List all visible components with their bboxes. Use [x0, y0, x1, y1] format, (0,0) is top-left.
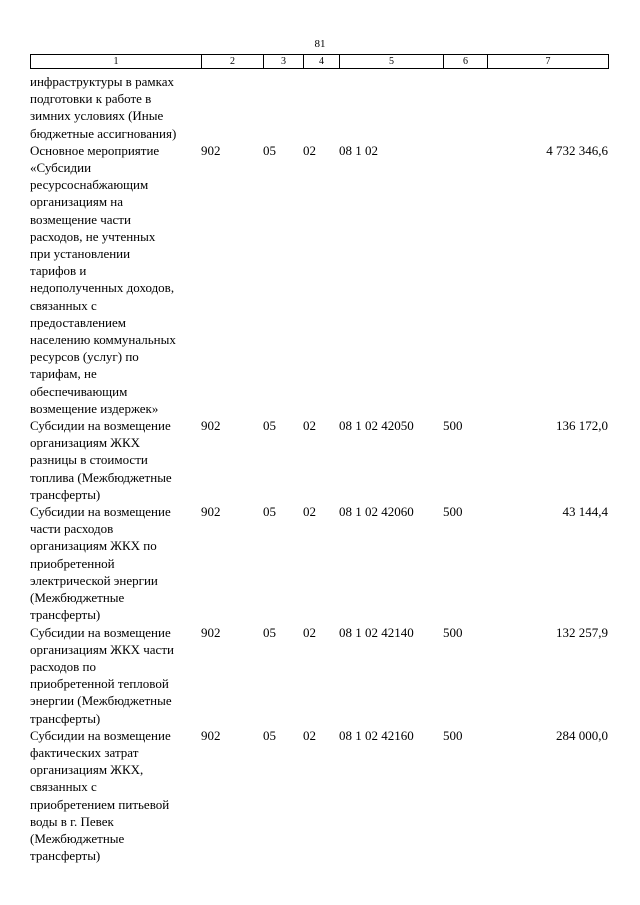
subsection-code: 02: [303, 418, 316, 434]
row-name-line: при установлении: [30, 246, 131, 262]
target-article-code: 08 1 02 42050: [339, 418, 414, 434]
target-article-code: 08 1 02 42160: [339, 727, 414, 743]
table-row: [30, 503, 608, 623]
expense-type-code: 500: [443, 727, 463, 743]
row-name-line: трансферты): [30, 607, 101, 623]
column-number-header: [30, 54, 609, 69]
subsection-code: 02: [303, 727, 316, 743]
ministry-code: 902: [201, 418, 221, 434]
row-name-line: приобретением питьевой: [30, 796, 170, 812]
amount: 132 257,9: [556, 624, 608, 640]
row-name-line: организациям ЖКХ: [30, 435, 140, 451]
row-name-line: зимних условиях (Иные: [30, 108, 164, 124]
header-col-4: 4: [304, 55, 340, 69]
target-article-code: 08 1 02 42140: [339, 624, 414, 640]
target-article-code: [339, 73, 443, 142]
header-col-3: 3: [264, 55, 304, 69]
section-code: 05: [263, 727, 276, 743]
header-row: [31, 55, 609, 69]
section-code: [263, 73, 303, 142]
header-col-7: 7: [488, 55, 609, 69]
row-name: [30, 624, 201, 727]
row-name-line: расходов, не учтенных: [30, 228, 156, 244]
row-name-line: воды в г. Певек: [30, 813, 114, 829]
amount: [487, 73, 608, 142]
amount: 136 172,0: [556, 418, 608, 434]
row-name-line: ресурсов (услуг) по: [30, 349, 139, 365]
subsection-code: 02: [303, 142, 316, 158]
row-name-line: Субсидии на возмещение: [30, 624, 171, 640]
row-name-line: организациям ЖКХ части: [30, 641, 174, 657]
expense-type-code: 500: [443, 418, 463, 434]
section-code: 05: [263, 504, 276, 520]
row-name: [30, 417, 201, 503]
amount: 284 000,0: [556, 727, 608, 743]
ministry-code: 902: [201, 624, 221, 640]
row-name-line: тарифов и: [30, 263, 87, 279]
row-name-line: связанных с: [30, 779, 97, 795]
row-name-line: (Межбюджетные: [30, 590, 125, 606]
row-name-line: топлива (Межбюджетные: [30, 469, 172, 485]
row-name-line: Субсидии на возмещение: [30, 727, 171, 743]
target-article-code: 08 1 02 42060: [339, 504, 414, 520]
row-name-line: обеспечивающим: [30, 383, 128, 399]
row-name-line: возмещение части: [30, 211, 131, 227]
amount: 4 732 346,6: [546, 142, 608, 158]
table-row: [30, 142, 608, 417]
budget-table: [30, 73, 608, 864]
header-col-1: 1: [31, 55, 202, 69]
page-number: 81: [314, 38, 326, 50]
header-col-6: 6: [444, 55, 488, 69]
table-row: [30, 624, 608, 727]
section-code: 05: [263, 142, 276, 158]
row-name-line: трансферты): [30, 486, 101, 502]
amount: 43 144,4: [562, 504, 608, 520]
table-body: [30, 73, 608, 864]
row-name-line: тарифам, не: [30, 366, 97, 382]
row-name-line: Основное мероприятие: [30, 142, 160, 158]
expense-type-code: [443, 142, 487, 417]
row-name-line: бюджетные ассигнования): [30, 125, 177, 141]
row-name-line: связанных с: [30, 297, 97, 313]
row-name-line: трансферты): [30, 848, 101, 864]
ministry-code: [201, 73, 263, 142]
subsection-code: 02: [303, 504, 316, 520]
header-col-2: 2: [202, 55, 264, 69]
row-name-line: организациям ЖКХ по: [30, 538, 157, 554]
row-name-line: Субсидии на возмещение: [30, 504, 171, 520]
header-col-5: 5: [340, 55, 444, 69]
row-name-line: ресурсоснабжающим: [30, 177, 149, 193]
table-row: [30, 417, 608, 503]
row-name-line: приобретенной: [30, 555, 115, 571]
ministry-code: 902: [201, 504, 221, 520]
subsection-code: [303, 73, 339, 142]
row-name-line: разницы в стоимости: [30, 452, 148, 468]
expense-type-code: 500: [443, 504, 463, 520]
row-name-line: населению коммунальных: [30, 332, 176, 348]
expense-type-code: 500: [443, 624, 463, 640]
expense-type-code: [443, 73, 487, 142]
table-row: [30, 727, 608, 865]
row-name-line: трансферты): [30, 710, 101, 726]
row-name-line: инфраструктуры в рамках: [30, 74, 174, 89]
row-name-line: приобретенной тепловой: [30, 676, 169, 692]
section-code: 05: [263, 418, 276, 434]
row-name-line: организациям на: [30, 194, 124, 210]
row-name-line: предоставлением: [30, 314, 127, 330]
row-name-line: фактических затрат: [30, 744, 139, 760]
target-article-code: 08 1 02: [339, 142, 378, 158]
row-name-line: электрической энергии: [30, 572, 158, 588]
row-name-line: недополученных доходов,: [30, 280, 175, 296]
row-name-line: подготовки к работе в: [30, 91, 152, 107]
row-name-line: расходов по: [30, 658, 96, 674]
row-name-line: (Межбюджетные: [30, 830, 125, 846]
subsection-code: 02: [303, 624, 316, 640]
ministry-code: 902: [201, 727, 221, 743]
row-name-line: энергии (Межбюджетные: [30, 693, 172, 709]
table-row: [30, 73, 608, 142]
row-name-line: организациям ЖКХ,: [30, 762, 144, 778]
row-name-line: части расходов: [30, 521, 114, 537]
row-name: [30, 503, 201, 623]
row-name-line: возмещение издержек»: [30, 400, 159, 416]
row-name: [30, 727, 201, 865]
row-name: [30, 73, 201, 142]
ministry-code: 902: [201, 142, 221, 158]
row-name-line: «Субсидии: [30, 160, 92, 176]
section-code: 05: [263, 624, 276, 640]
row-name: [30, 142, 201, 417]
row-name-line: Субсидии на возмещение: [30, 418, 171, 434]
